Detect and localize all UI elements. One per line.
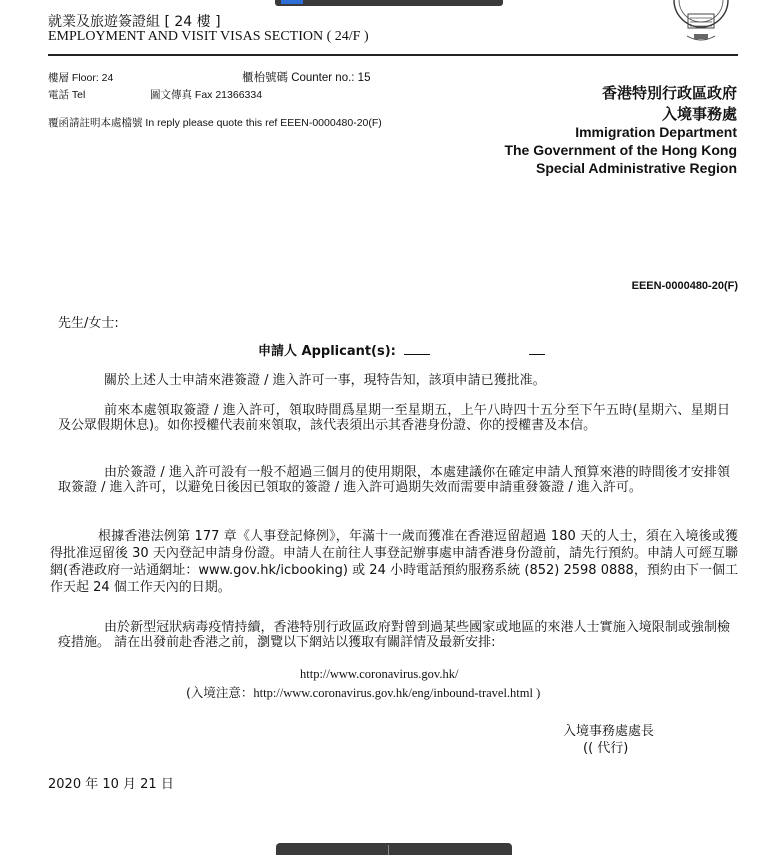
- tel-label: 電話 Tel: [48, 89, 86, 101]
- inbound-travel-note: [186, 683, 540, 701]
- coronavirus-link[interactable]: http://www.coronavirus.gov.hk/: [300, 667, 459, 681]
- applicant-line: [258, 340, 545, 359]
- counter-label: 櫃枱號碼 Counter no.: 15: [242, 72, 371, 84]
- letter-date: 2020 年 10 月 21 日: [48, 777, 174, 792]
- applicant-blank-2: [529, 354, 545, 355]
- department-name-zh: 入境事務處: [661, 105, 737, 123]
- government-name-en-line2: Special Administrative Region: [536, 160, 737, 176]
- signatory-title: 入境事務處處長: [563, 724, 655, 739]
- reference-line: 覆函請註明本處檔號 In reply please quote this ref EEEN-0000480-20(F): [48, 117, 382, 129]
- hksar-emblem-icon: [670, 0, 732, 46]
- department-name-en: Immigration Department: [575, 124, 737, 140]
- header-divider: [48, 54, 738, 56]
- floor-label: 樓層 Floor: 24: [48, 72, 114, 84]
- inbound-note-suffix: ): [532, 686, 541, 700]
- page-navigation-bar: [276, 843, 512, 855]
- paragraph-id-registration: 根據香港法例第 177 章《人事登記條例》，年滿十一歲而獲准在香港逗留超過 180 天的人士，須在入境後或獲得批准逗留後 30 天內登記申請身份證。申請人在前往人事登記辦事處申請香港身份證前，請先行預約。申請人可經互聯網(香港政府一站通網址：www.gov.hk/icbooking) 或 24 小時電話預約服務系統 (852) 2598 0888，預約由下一個工作天起 24 個工作天內的日期。: [50, 529, 738, 595]
- signatory-on-behalf: (( 代行): [583, 741, 629, 756]
- paragraph-approval: 關於上述人士申請來港簽證 / 進入許可一事，現特告知，該項申請已獲批准。: [104, 373, 546, 388]
- paragraph-coronavirus: 由於新型冠狀病毒疫情持續，香港特別行政區政府對曾到過某些國家或地區的來港人士實施入境限制或強制檢疫措施。 請在出發前赴香港之前，瀏覽以下網站以獲取有關詳情及最新安排:: [58, 620, 730, 650]
- applicant-label: 申請人 Applicant(s):: [258, 344, 396, 359]
- page-navigation-divider: [388, 845, 389, 855]
- government-name-en-line1: The Government of the Hong Kong: [504, 142, 737, 158]
- toolbar-button[interactable]: [281, 0, 303, 4]
- inbound-travel-link[interactable]: http://www.coronavirus.gov.hk/eng/inbound-travel.html: [253, 686, 533, 700]
- section-title-zh: 就業及旅遊簽證組 [ 24 樓 ]: [48, 14, 221, 30]
- government-name-zh: 香港特別行政區政府: [601, 84, 737, 102]
- reference-number: EEEN-0000480-20(F): [631, 280, 738, 292]
- fax-label: 圖文傳真 Fax 21366334: [150, 89, 263, 101]
- inbound-note-prefix: (入境注意：: [186, 685, 254, 700]
- viewer-toolbar: [275, 0, 503, 6]
- section-title-en: EMPLOYMENT AND VISIT VISAS SECTION ( 24/F ): [48, 29, 369, 44]
- salutation: 先生/女士:: [58, 316, 119, 331]
- paragraph-collection: 前來本處領取簽證 / 進入許可，領取時間爲星期一至星期五，上午八時四十五分至下午五時(星期六、星期日及公眾假期休息)。如你授權代表前來領取，該代表須出示其香港身份證、你的授權書及本信。: [58, 403, 730, 433]
- paragraph-validity: 由於簽證 / 進入許可設有一般不超過三個月的使用期限，本處建議你在確定申請人預算來港的時間後才安排領取簽證 / 進入許可，以避免日後因已領取的簽證 / 進入許可過期失效而需要申請重發簽證 / 進入許可。: [58, 465, 730, 495]
- applicant-blank-1: [404, 354, 430, 355]
